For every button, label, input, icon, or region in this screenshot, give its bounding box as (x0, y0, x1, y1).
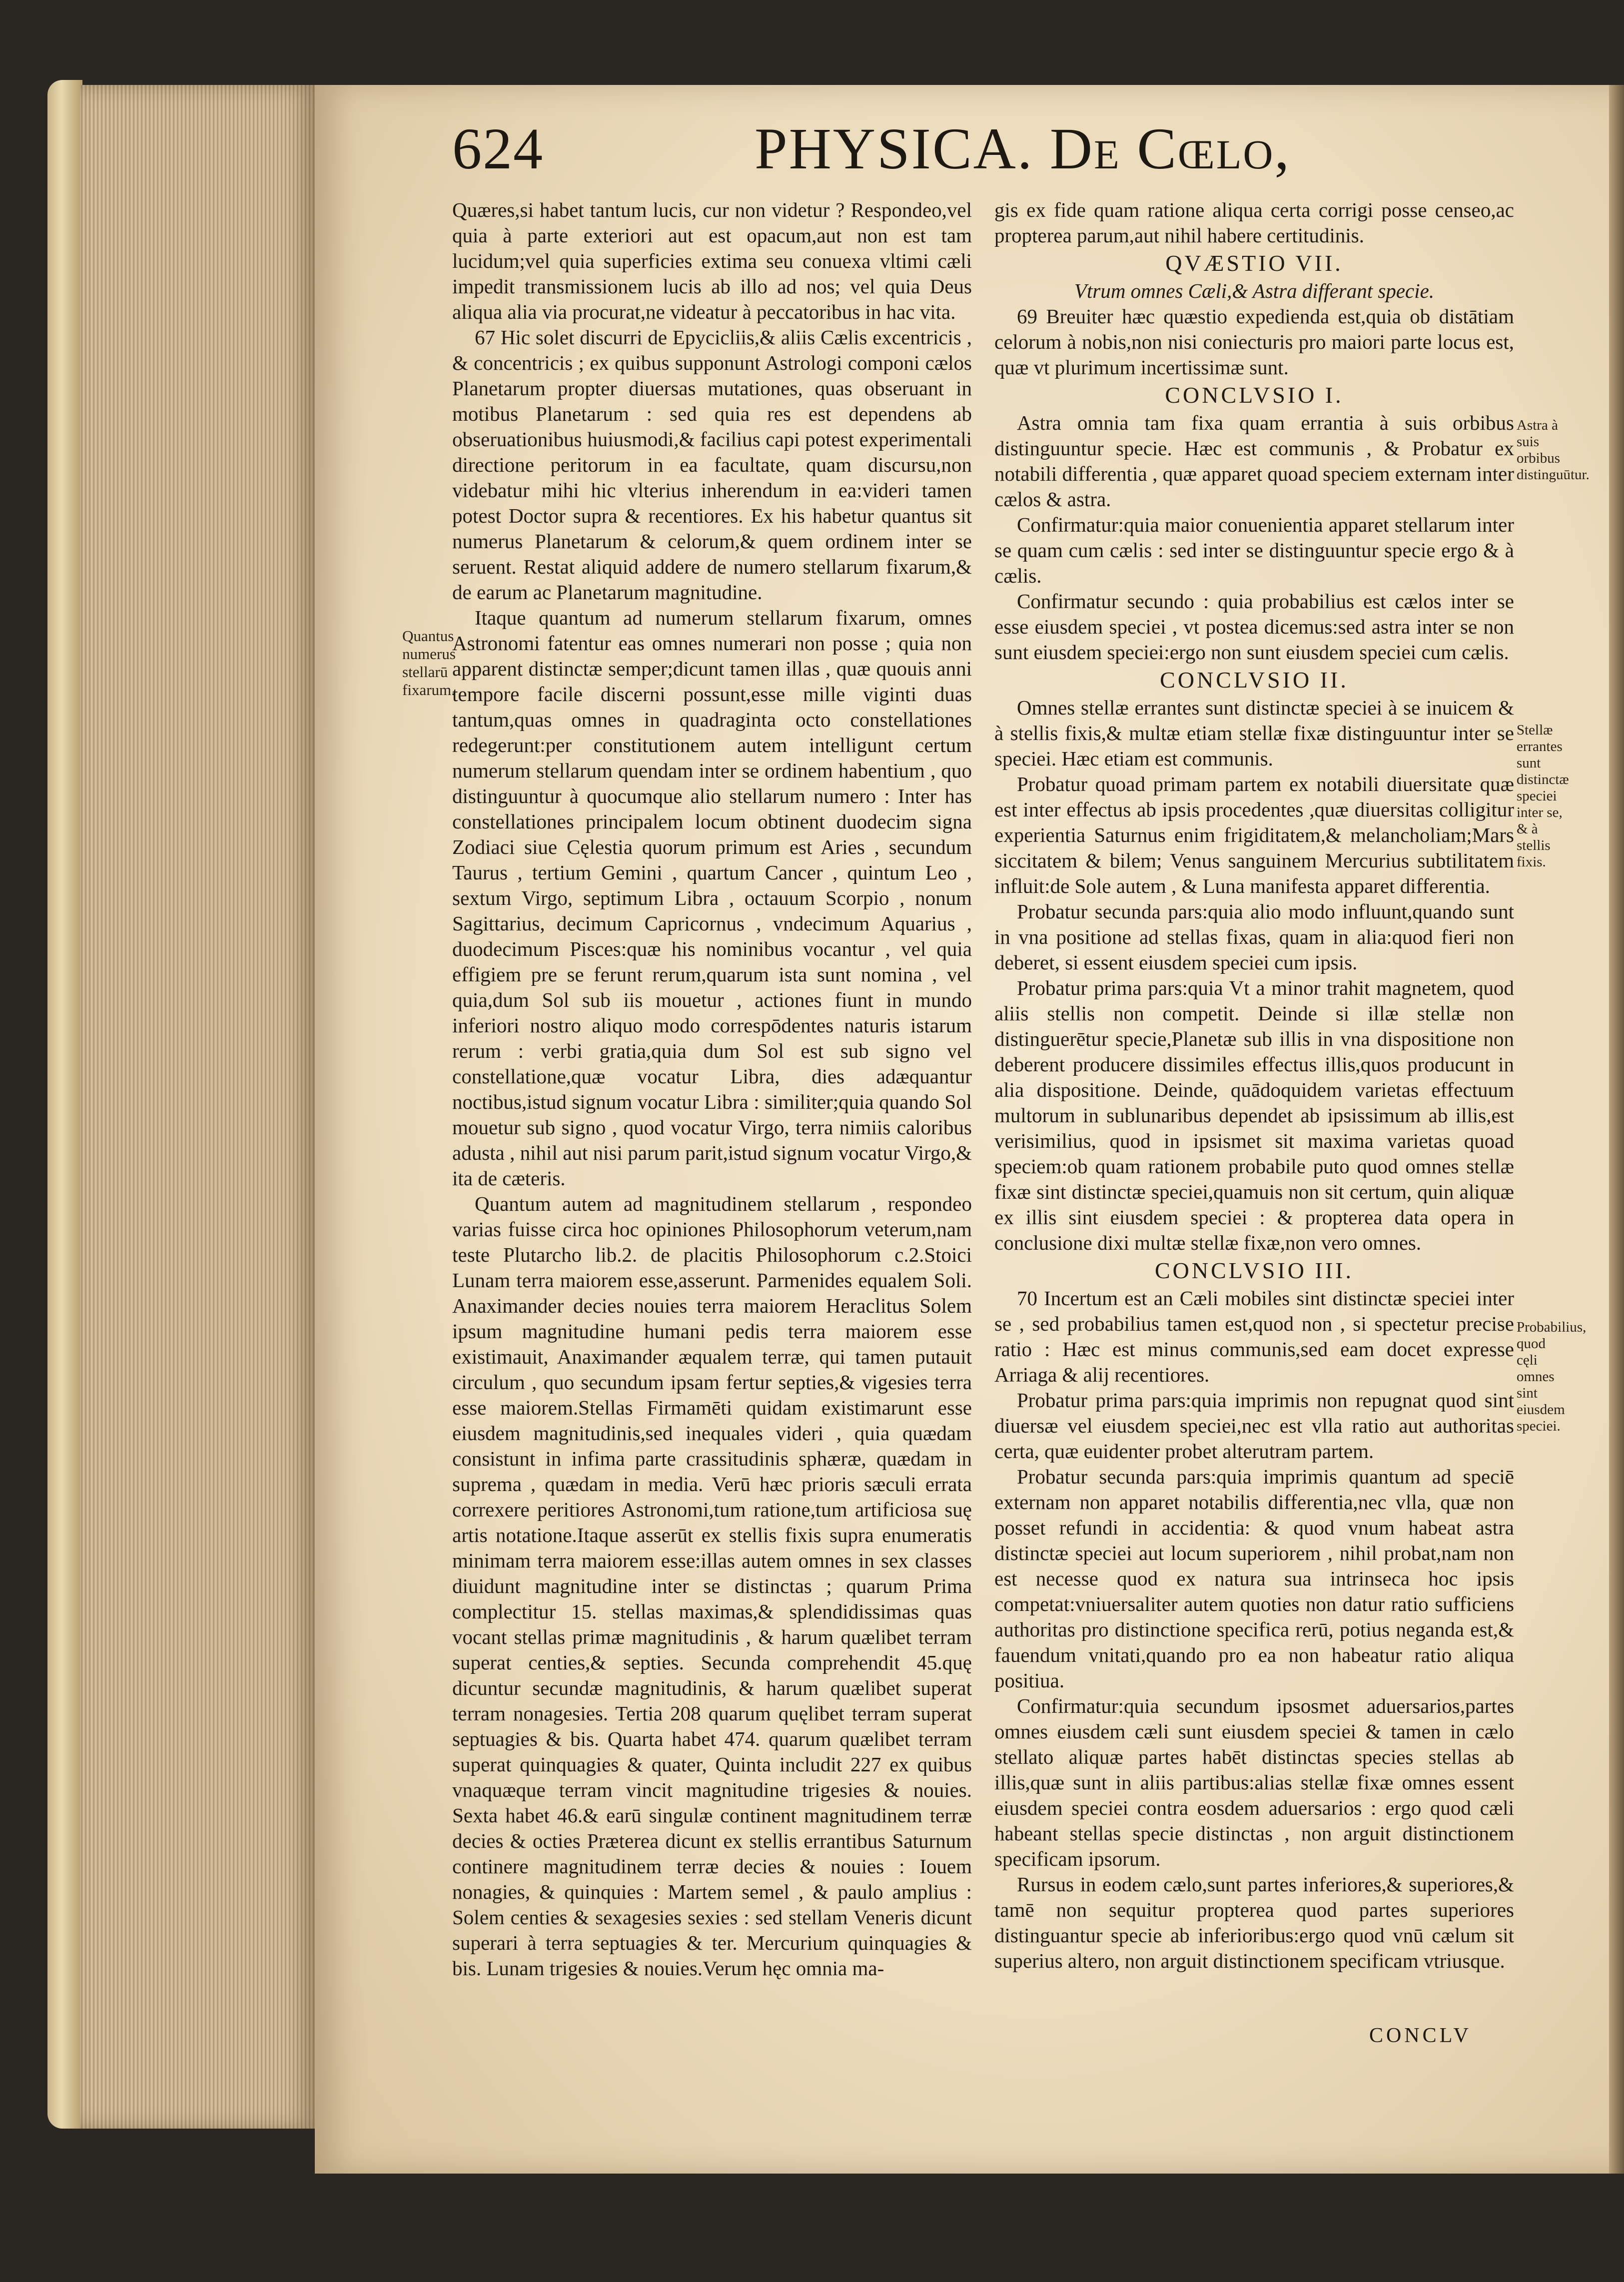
quaestio-subtitle: Vtrum omnes Cæli,& Astra differant specie. (1074, 279, 1435, 302)
paragraph: Probatur prima pars:quia Vt a minor trahit magnetem, quod aliis stellis non competit. Deinde si illæ stellæ non distinguerētur specie,Planetæ sub illis in vna dispositione non deberent producere dissimiles effectus illis,quos producunt in alia dispositione. Deinde, quādoquidem varietas effectuum multorum in sublunaribus dependet ab ipsissimum ab illis,est verisimilius, quod in ipsismet sit maxima varietas quoad speciem:ob quam rationem probabile puto quod omnes stellæ fixæ sint distinctæ speciei,quamuis non sit certum, quin aliquæ ex illis sint eiusdem speciei : & propterea data opera in conclusione dixi multæ stellæ fixæ,non vero omnes. (994, 976, 1514, 1254)
catchword: CONCLV (1369, 2024, 1472, 2047)
conclusio-heading: CONCLVSIO I. (1165, 382, 1344, 408)
margin-note-right: Probabilius, quod cęli omnes sint eiusdem speciei. (1517, 1319, 1587, 1434)
quaestio-heading: QVÆSTIO VII. (1165, 250, 1343, 276)
paragraph: Itaque quantum ad numerum stellarum fixarum, omnes Astronomi fatentur eas omnes numerari non posse ; quia non apparent distinctæ semper;dicunt tamen illas , quæ quouis anni tempore facile discerni possunt,esse mille viginti duas tantum,quas omnes in quadraginta octo constellationes redegerunt:per constitutionem autem intelligunt certum numerum stellarum quendam inter se ordinem habentium , quo distinguuntur à quocumque alio stellarum numero : Inter has constellationes principalem locum obtinent duodecim signa Zodiaci siue Cęlestia quorum primum est Aries , secundum Taurus , tertium Gemini , quartum Cancer , quintum Leo , sextum Virgo, septimum Libra , octauum Scorpio , nonum Sagittarius, decimum Capricornus , vndecimum Aquarius , duodecimum Pisces:quæ his nominibus vocantur , vel quia effigiem pre se ferunt rerum,quarum ista sunt nomina , vel quia,dum Sol sub iis mouetur , actiones fiunt in mundo inferiori nostro aliquo modo correspōdentes naturis istarum rerum : verbi gratia,quia dum Sol est sub signo vel constellatione,quæ vocatur Libra, dies adæquantur noctibus,istud signum vocatur Libra : similiter;quia quando Sol mouetur sub signo , quod vocatur Virgo, terra nimiis caloribus adusta , nihil aut nisi parum parit,istud signum vocatur Virgo,& ita de cæteris. (452, 606, 972, 1190)
margin-note-left: Quantus numerus stellarū fixarum. (402, 627, 456, 699)
paragraph: 69 Breuiter hæc quæstio expedienda est,quia ob distātiam celorum à nobis,non nisi coniecturis pro maiori parte locus est, quæ vt plurimum incertissimæ sunt. (994, 305, 1514, 379)
paragraph: Astra omnia tam fixa quam errantia à suis orbibus distinguuntur specie. Hæc est communis , & Probatur ex notabili differentia , quæ apparet quoad speciem externam inter cælos & astra. (994, 411, 1514, 511)
paragraph: 67 Hic solet discurri de Epycicliis,& aliis Cælis excentricis , & concentricis ; ex quibus supponunt Astrologi componi cælos Planetarum propter diuersas mutationes, quas obseruant in motibus Planetarum : sed quia res est dependens ab obseruationibus huiusmodi,& facilius capi potest experimentali directione peritorum in ea facultate, quam discursu,non videbatur mihi hic vlterius inherendum in ea:videri tamen potest Doctor supra & recentiores. Ex his habetur quantus sit numerus Planetarum & celorum,& quem ordinem inter se seruent. Restat aliquid addere de numero stellarum fixarum,& de earum ac Planetarum magnitudine. (452, 326, 972, 604)
book-spine (47, 80, 82, 2129)
paragraph: Probatur quoad primam partem ex notabili diuersitate quæ est inter effectus ab ipsis procedentes ,quæ diuersitas colligitur experientia Saturnus enim frigiditatem,& melancholiam;Mars siccitatem & bilem; Venus sanguinem Mercurius subtilitatem influit:de Sole autem , & Luna manifesta apparet differentia. (994, 772, 1514, 897)
paragraph: gis ex fide quam ratione aliqua certa corrigi posse censeo,ac propterea parum,aut nihil habere certitudinis. (994, 198, 1514, 247)
paragraph: Omnes stellæ errantes sunt distinctæ speciei à se inuicem & à stellis fixis,& multæ etiam stellæ fixæ distinguuntur inter se speciei. Hæc etiam est communis. (994, 696, 1514, 770)
paragraph: Quantum autem ad magnitudinem stellarum , respondeo varias fuisse circa hoc opiniones Philosophorum veterum,nam teste Plutarcho lib.2. de placitis Philosophorum c.2.Stoici Lunam terra maiorem esse,asserunt. Parmenides equalem Soli. Anaximander decies nouies terra maiorem Heraclitus Solem ipsum magnitudine humani pedis terra maiorem esse existimauit, Anaximander æqualem terræ, qui tamen putauit circulum , quo secundum ipsam fertur septies,& vigesies terra esse maiorem.Stellas Firmamēti quidam existimarunt esse eiusdem magnitudinis,sed inequales videri , quia quædam consistunt in infima parte crassitudinis sphæræ, quædam in suprema , quædam in media. Verū hæc prioris sæculi errata correxere peritiores Astronomi,tum ratione,tum artificiosa suę artis notatione.Itaque asserūt ex stellis fixis supra enumeratis minimam terra maiorem esse:illas autem omnes in sex classes diuidunt magnitudine inter se distinctas ; quarum Prima complectitur 15. stellas maximas,& splendidissimas quas vocant stellas primæ magnitudinis , & harum quælibet terram superat centies,& septies. Secunda comprehendit 45.quę dicuntur secundæ magnitudinis, & harum quælibet superat terram nonagesies. Tertia 208 quarum quęlibet terram superat septuagies & bis. Quarta habet 474. quarum quælibet terram superat quinquagies & quater, Quinta includit 227 ex quibus vnaquæque terram vincit magnitudine trigesies & nouies. Sexta habet 46.& earū singulæ continent magnitudinem terræ decies & octies Præterea dicunt ex stellis errantibus Saturnum continere magnitudinem terræ decies & nouies : Iouem nonagies, & quinquies : Martem semel , & paulo amplius : Solem centies & sexagesies sexies : sed stellam Veneris dicunt superari à terra septuagies & ter. Mercurium quinquagies & bis. Lunam trigesies & nouies.Verum hęc omnia ma- (452, 1192, 972, 1980)
running-title: PHYSICA. De Cœlo, (755, 116, 1291, 181)
page-number: 624 (452, 116, 544, 181)
paragraph: Confirmatur:quia maior conuenientia apparet stellarum inter se quam cum cælis : sed inter se distinguuntur specie ergo & à cælis. (994, 513, 1514, 587)
page-edges (80, 85, 315, 2129)
left-column (452, 197, 972, 1981)
paragraph: Probatur secunda pars:quia imprimis quantum ad speciē externam non apparet notabilis differentia,nec vlla, quæ non posset refundi in accidentia: & quod vnum habeat astra distinctæ speciei aut locum superiorem , nihil probat,nam non est necesse quod ex natura sua intrinseca hoc ipsis competat:vniuersaliter autem quoties non datur ratio sufficiens authoritas pro distinctione specifica rerū, potius neganda est,& fauendum vnitati,quando pro ea non habeatur ratio aliqua positiua. (994, 1465, 1514, 1692)
paragraph: Confirmatur:quia secundum ipsosmet aduersarios,partes omnes eiusdem cæli sunt eiusdem speciei & tamen in cælo stellato aliquæ partes habēt distinctas species stellas ab illis,quæ sunt in aliis partibus:alias stellæ fixæ omnes essent eiusdem speciei contra eosdem aduersarios : ergo quod cæli habeant stellas specie distinctas , non arguit distinctionem specificam ipsorum. (994, 1694, 1514, 1870)
conclusio-heading: CONCLVSIO III. (1155, 1258, 1354, 1283)
paragraph: Probatur secunda pars:quia alio modo influunt,quando sunt in vna positione ad stellas fixas, quam in alia:quod fieri non deberet, si essent eiusdem speciei cum ipsis. (994, 900, 1514, 974)
facing-page-gutter (1609, 85, 1624, 2174)
right-column (994, 197, 1514, 1974)
paragraph: Quæres,si habet tantum lucis, cur non videtur ? Respondeo,vel quia à parte exteriori aut est opacum,aut non est tam lucidum;vel quia superficies extima seu conuexa vltimi cæli impedit transmissionem lucis ab illo ad nos; vel quia Deus aliqua alia via procurat,ne videatur à peccatoribus in hac vita. (452, 198, 972, 323)
paragraph: 70 Incertum est an Cæli mobiles sint distinctæ speciei inter se , sed probabilius tamen est,quod non , si spectetur precise ratio : Hæc est minus communis,sed eam docet expresse Arriaga & alij recentiores. (994, 1287, 1514, 1386)
conclusio-heading: CONCLVSIO II. (1160, 667, 1349, 693)
page-header (452, 115, 1452, 190)
margin-note-right: Astra à suis orbibus distinguūtur. (1517, 417, 1590, 483)
paragraph: Rursus in eodem cælo,sunt partes inferiores,& superiores,& tamē non sequitur propterea quod partes superiores distinguantur specie ab inferioribus:ergo quod vnū cælum sit superius altero, non arguit distinctionem specificam vtriusque. (994, 1873, 1514, 1972)
margin-note-right: Stellæ errantes sunt distinctæ speciei inter se, & à stellis fixis. (1517, 722, 1569, 870)
paragraph: Confirmatur secundo : quia probabilius est cælos inter se esse eiusdem speciei , vt postea dicemus:sed astra inter se non sunt eiusdem speciei:ergo non sunt eiusdem speciei cum cælis. (994, 590, 1514, 664)
paragraph: Probatur prima pars:quia imprimis non repugnat quod sint diuersæ vel eiusdem speciei,nec est vlla ratio aut authoritas certa, quæ euidenter probet alterutram partem. (994, 1389, 1514, 1463)
